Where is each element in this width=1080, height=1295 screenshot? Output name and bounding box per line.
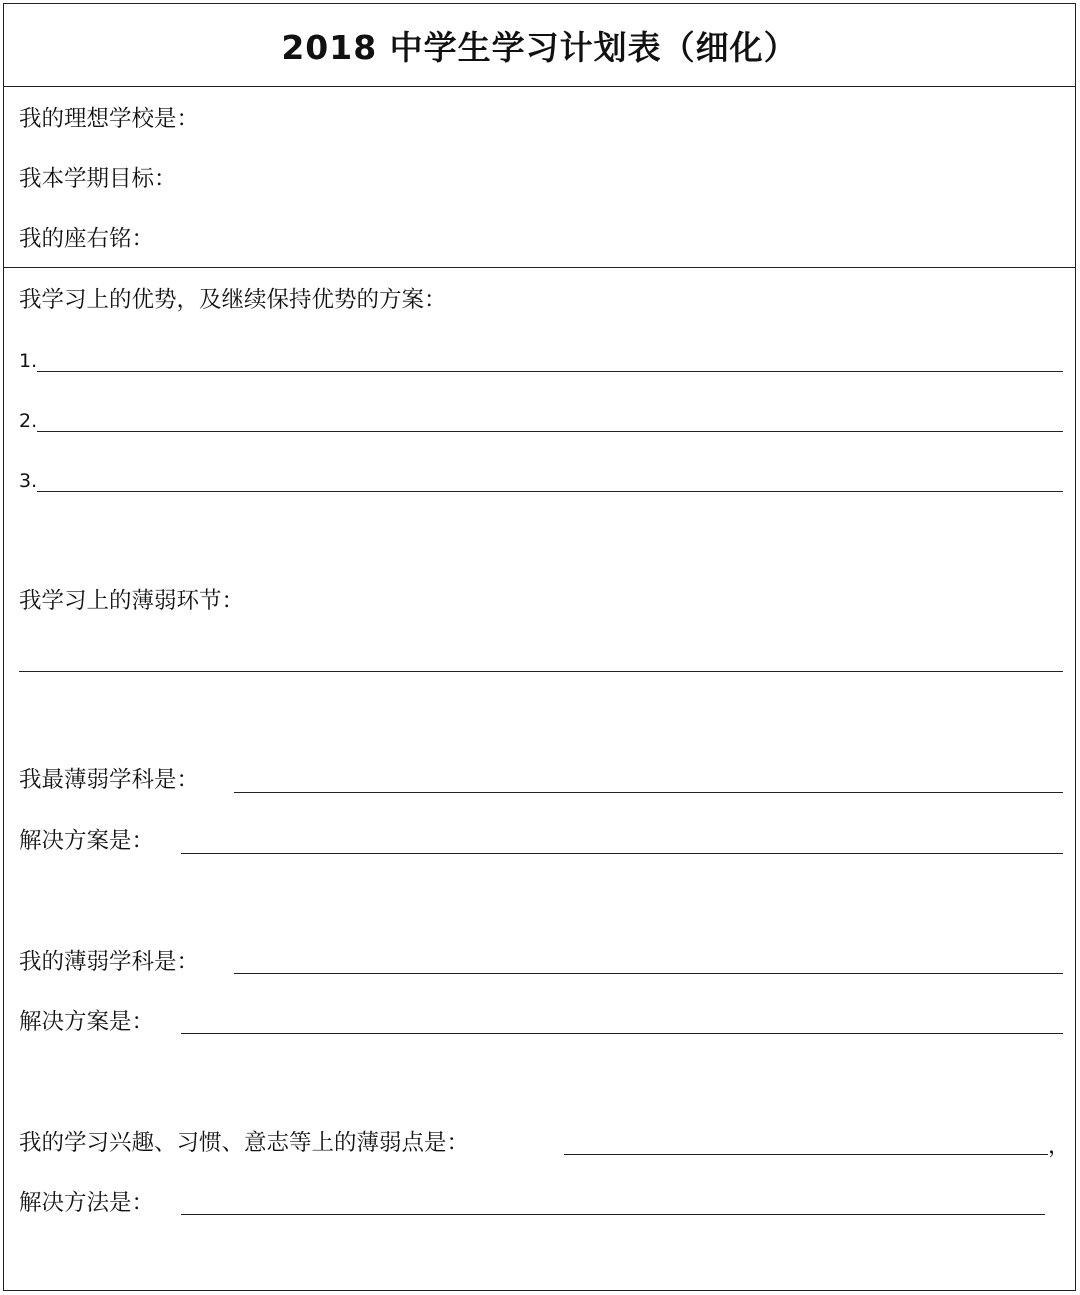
trailing-comma: ，	[1048, 1134, 1071, 1159]
weak-links-label: 我学习上的薄弱环节：	[19, 588, 245, 614]
motto-label: 我的座右铭：	[19, 226, 155, 252]
strength-item-2-number: 2.	[19, 410, 38, 432]
weak-links-line[interactable]	[19, 671, 1063, 672]
weakest-subject-label: 我最薄弱学科是：	[19, 767, 200, 793]
strengths-heading: 我学习上的优势，及继续保持优势的方案：	[19, 287, 447, 313]
strength-item-2-line[interactable]	[37, 431, 1063, 432]
semester-goal-label: 我本学期目标：	[19, 166, 177, 192]
weakest-subject-line[interactable]	[234, 792, 1063, 793]
study-plan-sheet	[3, 3, 1076, 1291]
strength-item-3-number: 3.	[19, 470, 38, 492]
method-line[interactable]	[181, 1214, 1045, 1215]
weak-points-line[interactable]	[564, 1154, 1048, 1155]
weak-subject-line[interactable]	[234, 973, 1063, 974]
strength-item-1-number: 1.	[19, 350, 38, 372]
strength-item-1-line[interactable]	[37, 371, 1063, 372]
solution-1-label: 解决方案是：	[19, 828, 155, 854]
weak-points-label: 我的学习兴趣、习惯、意志等上的薄弱点是：	[19, 1130, 470, 1156]
section-divider	[4, 267, 1075, 268]
solution-1-line[interactable]	[181, 853, 1063, 854]
page-title: 2018 中学生学习计划表（细化）	[281, 28, 798, 67]
ideal-school-label: 我的理想学校是：	[19, 106, 200, 132]
strength-item-3-line[interactable]	[37, 491, 1063, 492]
weak-subject-label: 我的薄弱学科是：	[19, 949, 200, 975]
title-divider	[4, 86, 1075, 87]
solution-2-line[interactable]	[181, 1033, 1063, 1034]
method-label: 解决方法是：	[19, 1190, 155, 1216]
solution-2-label: 解决方案是：	[19, 1009, 155, 1035]
